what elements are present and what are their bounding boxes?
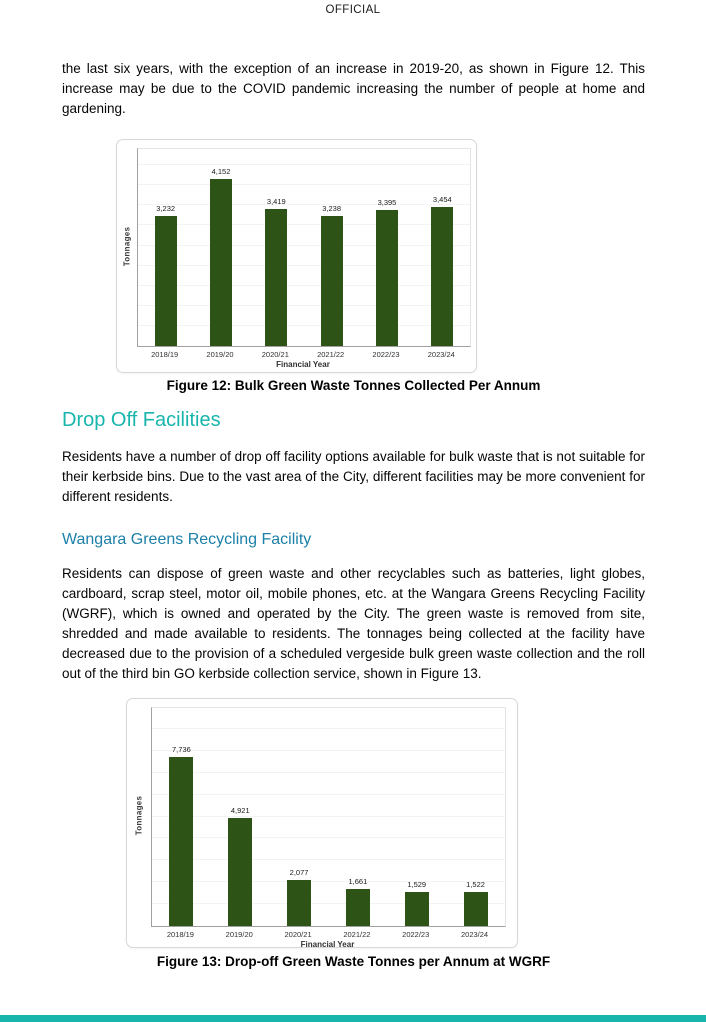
bar — [210, 179, 232, 346]
official-classification-header — [0, 0, 706, 16]
x-tick-label: 2018/19 — [166, 929, 194, 939]
footer-brand-bar — [0, 1015, 706, 1022]
bar-value-label: 4,152 — [211, 167, 231, 177]
bar-slot — [193, 149, 248, 346]
bar-slot — [249, 149, 304, 346]
bar-slot — [328, 708, 387, 926]
bar-value-label: 1,661 — [348, 877, 368, 887]
bar — [376, 210, 398, 346]
bar-value-label: 4,921 — [230, 806, 250, 816]
bar-slot — [359, 149, 414, 346]
bar-value-label: 2,077 — [289, 868, 309, 878]
document-page — [0, 59, 706, 969]
figure-13-caption: Figure 13: Drop-off Green Waste Tonnes per Annum at WGRF — [156, 953, 551, 969]
bar-value-label: 3,238 — [322, 203, 342, 213]
bar — [287, 880, 311, 925]
bars — [138, 149, 470, 346]
x-tick-label: 2023/24 — [460, 929, 489, 939]
paragraph-wgrf: Residents can dispose of green waste and other recyclables such as batteries, light globes, cardboard, scrap steel, motor oil, mobile phones, etc. at the Wangara Greens Recycling Facility (WGRF), which is owned and operated by the City. The green waste is removed from site, shredded and made available to residents. The tonnages being collected at the facility have decreased due to the provision of a scheduled vergeside bulk green waste collection and the roll out of the third bin GO kerbside collection service, shown in Figure 13. — [62, 566, 645, 681]
bar-slot — [446, 708, 505, 926]
x-tick-label: 2020/21 — [284, 929, 312, 939]
bar-value-label: 3,395 — [377, 197, 397, 207]
bar-slot — [304, 149, 359, 346]
paragraph-drop-off: Residents have a number of drop off facility options available for bulk waste that is not suitable for their kerbside bins. Due to the vast area of the City, different facilities may be more convenient for different residents. — [62, 449, 645, 504]
bar-value-label: 1,529 — [407, 880, 427, 890]
subsection-heading-wangara-greens: Wangara Greens Recycling Facility — [62, 531, 312, 548]
x-tick-label: 2021/22 — [317, 350, 345, 359]
x-tick-label: 2019/20 — [225, 929, 253, 939]
x-tick-label: 2021/22 — [343, 929, 371, 939]
x-tick-label: 2022/23 — [402, 929, 430, 939]
plot-area — [137, 148, 471, 347]
bar-value-label: 7,736 — [172, 744, 191, 754]
figure-13-chart — [126, 698, 518, 948]
bar — [321, 216, 343, 346]
x-tick-label: 2018/19 — [151, 350, 179, 359]
x-axis-ticks — [137, 350, 469, 359]
bar-slot — [270, 708, 329, 926]
bar — [346, 889, 370, 925]
bar-value-label: 3,232 — [156, 204, 176, 214]
figure-12-caption: Figure 12: Bulk Green Waste Tonnes Collected Per Annum — [166, 378, 541, 393]
bar-value-label: 3,419 — [266, 196, 286, 206]
bar-value-label: 1,522 — [466, 880, 485, 890]
section-heading-drop-off-facilities: Drop Off Facilities — [62, 409, 221, 431]
x-tick-label: 2023/24 — [427, 350, 455, 359]
bar-slot — [415, 149, 470, 346]
bar-slot — [387, 708, 446, 926]
y-axis-label: Tonnages — [134, 795, 144, 836]
bar-value-label: 3,454 — [432, 195, 452, 205]
bar-slot — [152, 708, 211, 926]
x-tick-label: 2019/20 — [206, 350, 234, 359]
bar — [169, 757, 193, 926]
bar — [431, 207, 453, 346]
x-tick-label: 2022/23 — [372, 350, 400, 359]
bars — [152, 708, 505, 926]
figure-12-chart — [116, 139, 477, 373]
y-axis-label: Tonnages — [122, 226, 132, 267]
plot-area — [151, 707, 506, 927]
x-axis-label: Financial Year — [276, 360, 330, 369]
official-label: OFFICIAL — [325, 4, 381, 16]
paragraph-intro: the last six years, with the exception of an increase in 2019-20, as shown in Figure 12. This increase may be due to the COVID pandemic increasing the number of people at home and gardening. — [62, 61, 645, 116]
bar — [405, 892, 429, 925]
bar — [228, 818, 252, 925]
x-axis-label: Financial Year — [300, 939, 355, 949]
bar — [155, 216, 177, 346]
bar-slot — [138, 149, 193, 346]
bar-slot — [211, 708, 270, 926]
x-tick-label: 2020/21 — [261, 350, 289, 359]
bar — [265, 209, 287, 346]
x-axis-ticks — [151, 930, 504, 939]
bar — [464, 892, 488, 925]
